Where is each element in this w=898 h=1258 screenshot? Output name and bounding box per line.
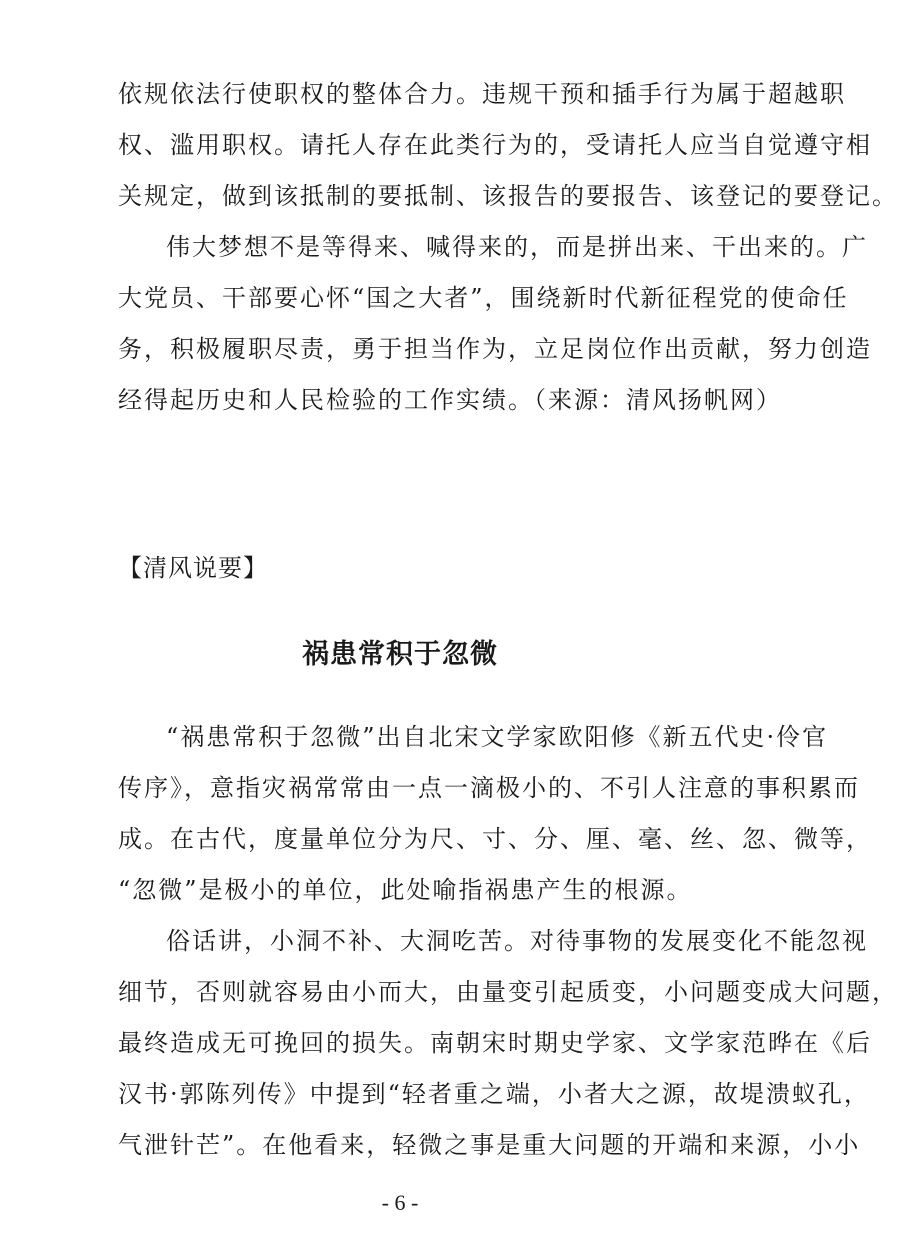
- paragraph-line: 务，积极履职尽责，勇于担当作为，立足岗位作出贡献，努力创造: [118, 335, 872, 363]
- article-body: [118, 712, 898, 1171]
- paragraph-line: 最终造成无可挽回的损失。南朝宋时期史学家、文学家范晔在《后: [118, 1029, 872, 1057]
- paragraph-line: 成。在古代，度量单位分为尺、寸、分、厘、毫、丝、忽、微等，: [118, 825, 872, 853]
- paragraph-line: 细节，否则就容易由小而大，由量变引起质变，小问题变成大问题，: [118, 978, 898, 1006]
- paragraph-line: “忽微”是极小的单位，此处喻指祸患产生的根源。: [118, 876, 693, 904]
- paragraph-line: 俗话讲，小洞不补、大洞吃苦。对待事物的发展变化不能忽视: [166, 927, 868, 955]
- paragraph-line: 汉书·郭陈列传》中提到“轻者重之端，小者大之源，故堤溃蚁孔，: [118, 1080, 870, 1108]
- paragraph-line: 关规定，做到该抵制的要抵制、该报告的要报告、该登记的要登记。: [118, 182, 898, 210]
- article-title: 祸患常积于忽微: [302, 639, 498, 670]
- page-number: - 6 -: [381, 1190, 419, 1215]
- top-section: [118, 69, 898, 426]
- paragraph-line: 依规依法行使职权的整体合力。违规干预和插手行为属于超越职: [118, 80, 846, 108]
- section-tag: 【清风说要】: [118, 554, 268, 582]
- paragraph-line: 传序》，意指灾祸常常由一点一滴极小的、不引人注意的事积累而: [118, 774, 860, 802]
- paragraph-line: 伟大梦想不是等得来、喊得来的，而是拼出来、干出来的。广: [166, 233, 868, 261]
- paragraph-line: 经得起历史和人民检验的工作实绩。（来源：清风扬帆网）: [118, 386, 782, 414]
- paragraph-line: 气泄针芒”。在他看来，轻微之事是重大问题的开端和来源，小小: [118, 1131, 861, 1159]
- paragraph-line: 权、滥用职权。请托人存在此类行为的，受请托人应当自觉遵守相: [118, 131, 872, 159]
- paragraph-line: 大党员、干部要心怀“国之大者”，围绕新时代新征程党的使命任: [118, 284, 849, 312]
- paragraph-line: “祸患常积于忽微”出自北宋文学家欧阳修《新五代史·伶官: [166, 723, 829, 751]
